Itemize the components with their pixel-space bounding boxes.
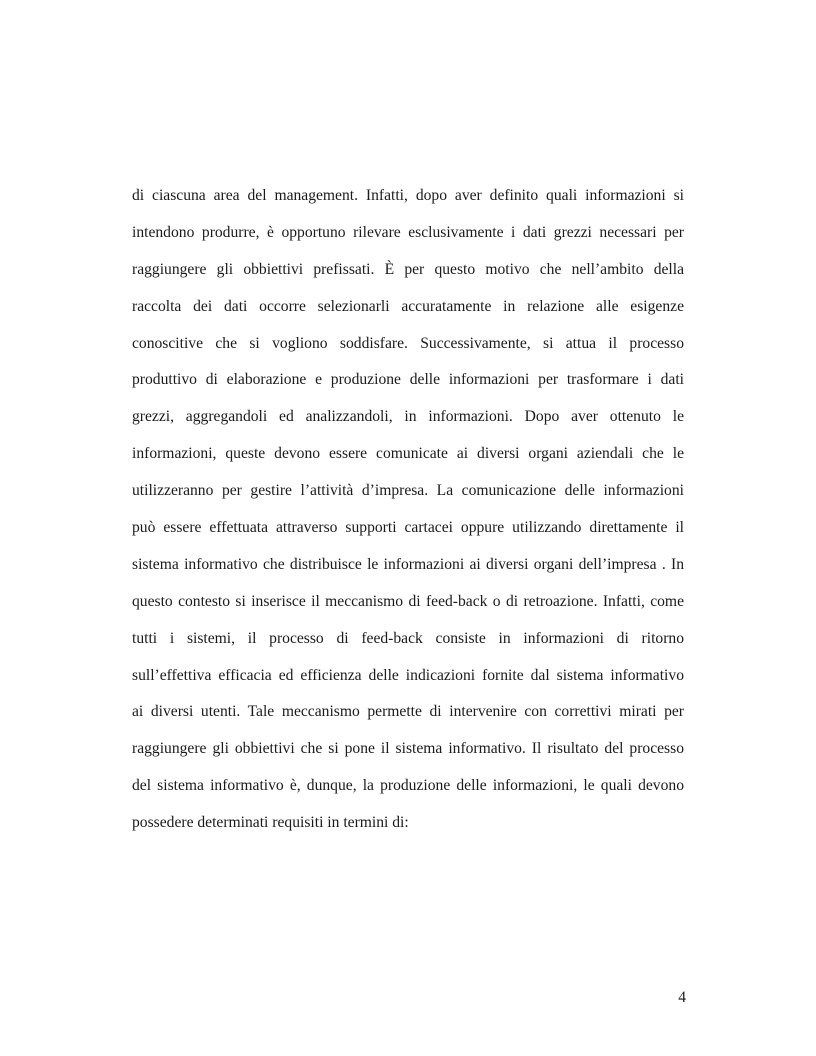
text-line: sistema informativo che distribuisce le informazioni ai diversi organi dell’impresa . In <box>132 555 684 573</box>
text-line: del sistema informativo è, dunque, la produzione delle informazioni, le quali devono <box>132 777 684 795</box>
body-paragraph <box>132 186 684 850</box>
text-line: intendono produrre, è opportuno rilevare esclusivamente i dati grezzi necessari per <box>132 223 684 241</box>
text-line: tutti i sistemi, il processo di feed-back consiste in informazioni di ritorno <box>132 629 684 647</box>
text-line: produttivo di elaborazione e produzione delle informazioni per trasformare i dati <box>132 371 684 389</box>
text-line: di ciascuna area del management. Infatti, dopo aver definito quali informazioni si <box>132 187 684 204</box>
text-line: raccolta dei dati occorre selezionarli accuratamente in relazione alle esigenze <box>132 297 684 315</box>
text-line: questo contesto si inserisce il meccanismo di feed-back o di retroazione. Infatti, come <box>132 592 684 610</box>
text-line: raggiungere gli obbiettivi che si pone il sistema informativo. Il risultato del processo <box>132 740 684 758</box>
text-line: sull’effettiva efficacia ed efficienza delle indicazioni fornite dal sistema informativo <box>132 666 684 684</box>
text-line: raggiungere gli obbiettivi prefissati. È per questo motivo che nell’ambito della <box>132 260 684 278</box>
page-number: 4 <box>678 989 686 1006</box>
text-line: grezzi, aggregandoli ed analizzandoli, in informazioni. Dopo aver ottenuto le <box>132 408 684 426</box>
text-line: utilizzeranno per gestire l’attività d’impresa. La comunicazione delle informazioni <box>132 482 684 500</box>
text-line: ai diversi utenti. Tale meccanismo permette di intervenire con correttivi mirati per <box>132 703 684 721</box>
text-line: conoscitive che si vogliono soddisfare. Successivamente, si attua il processo <box>132 334 684 352</box>
text-line-last: possedere determinati requisiti in termini di: <box>132 814 409 832</box>
text-line: informazioni, queste devono essere comunicate ai diversi organi aziendali che le <box>132 445 684 463</box>
text-line: può essere effettuata attraverso supporti cartacei oppure utilizzando direttamente il <box>132 519 684 537</box>
